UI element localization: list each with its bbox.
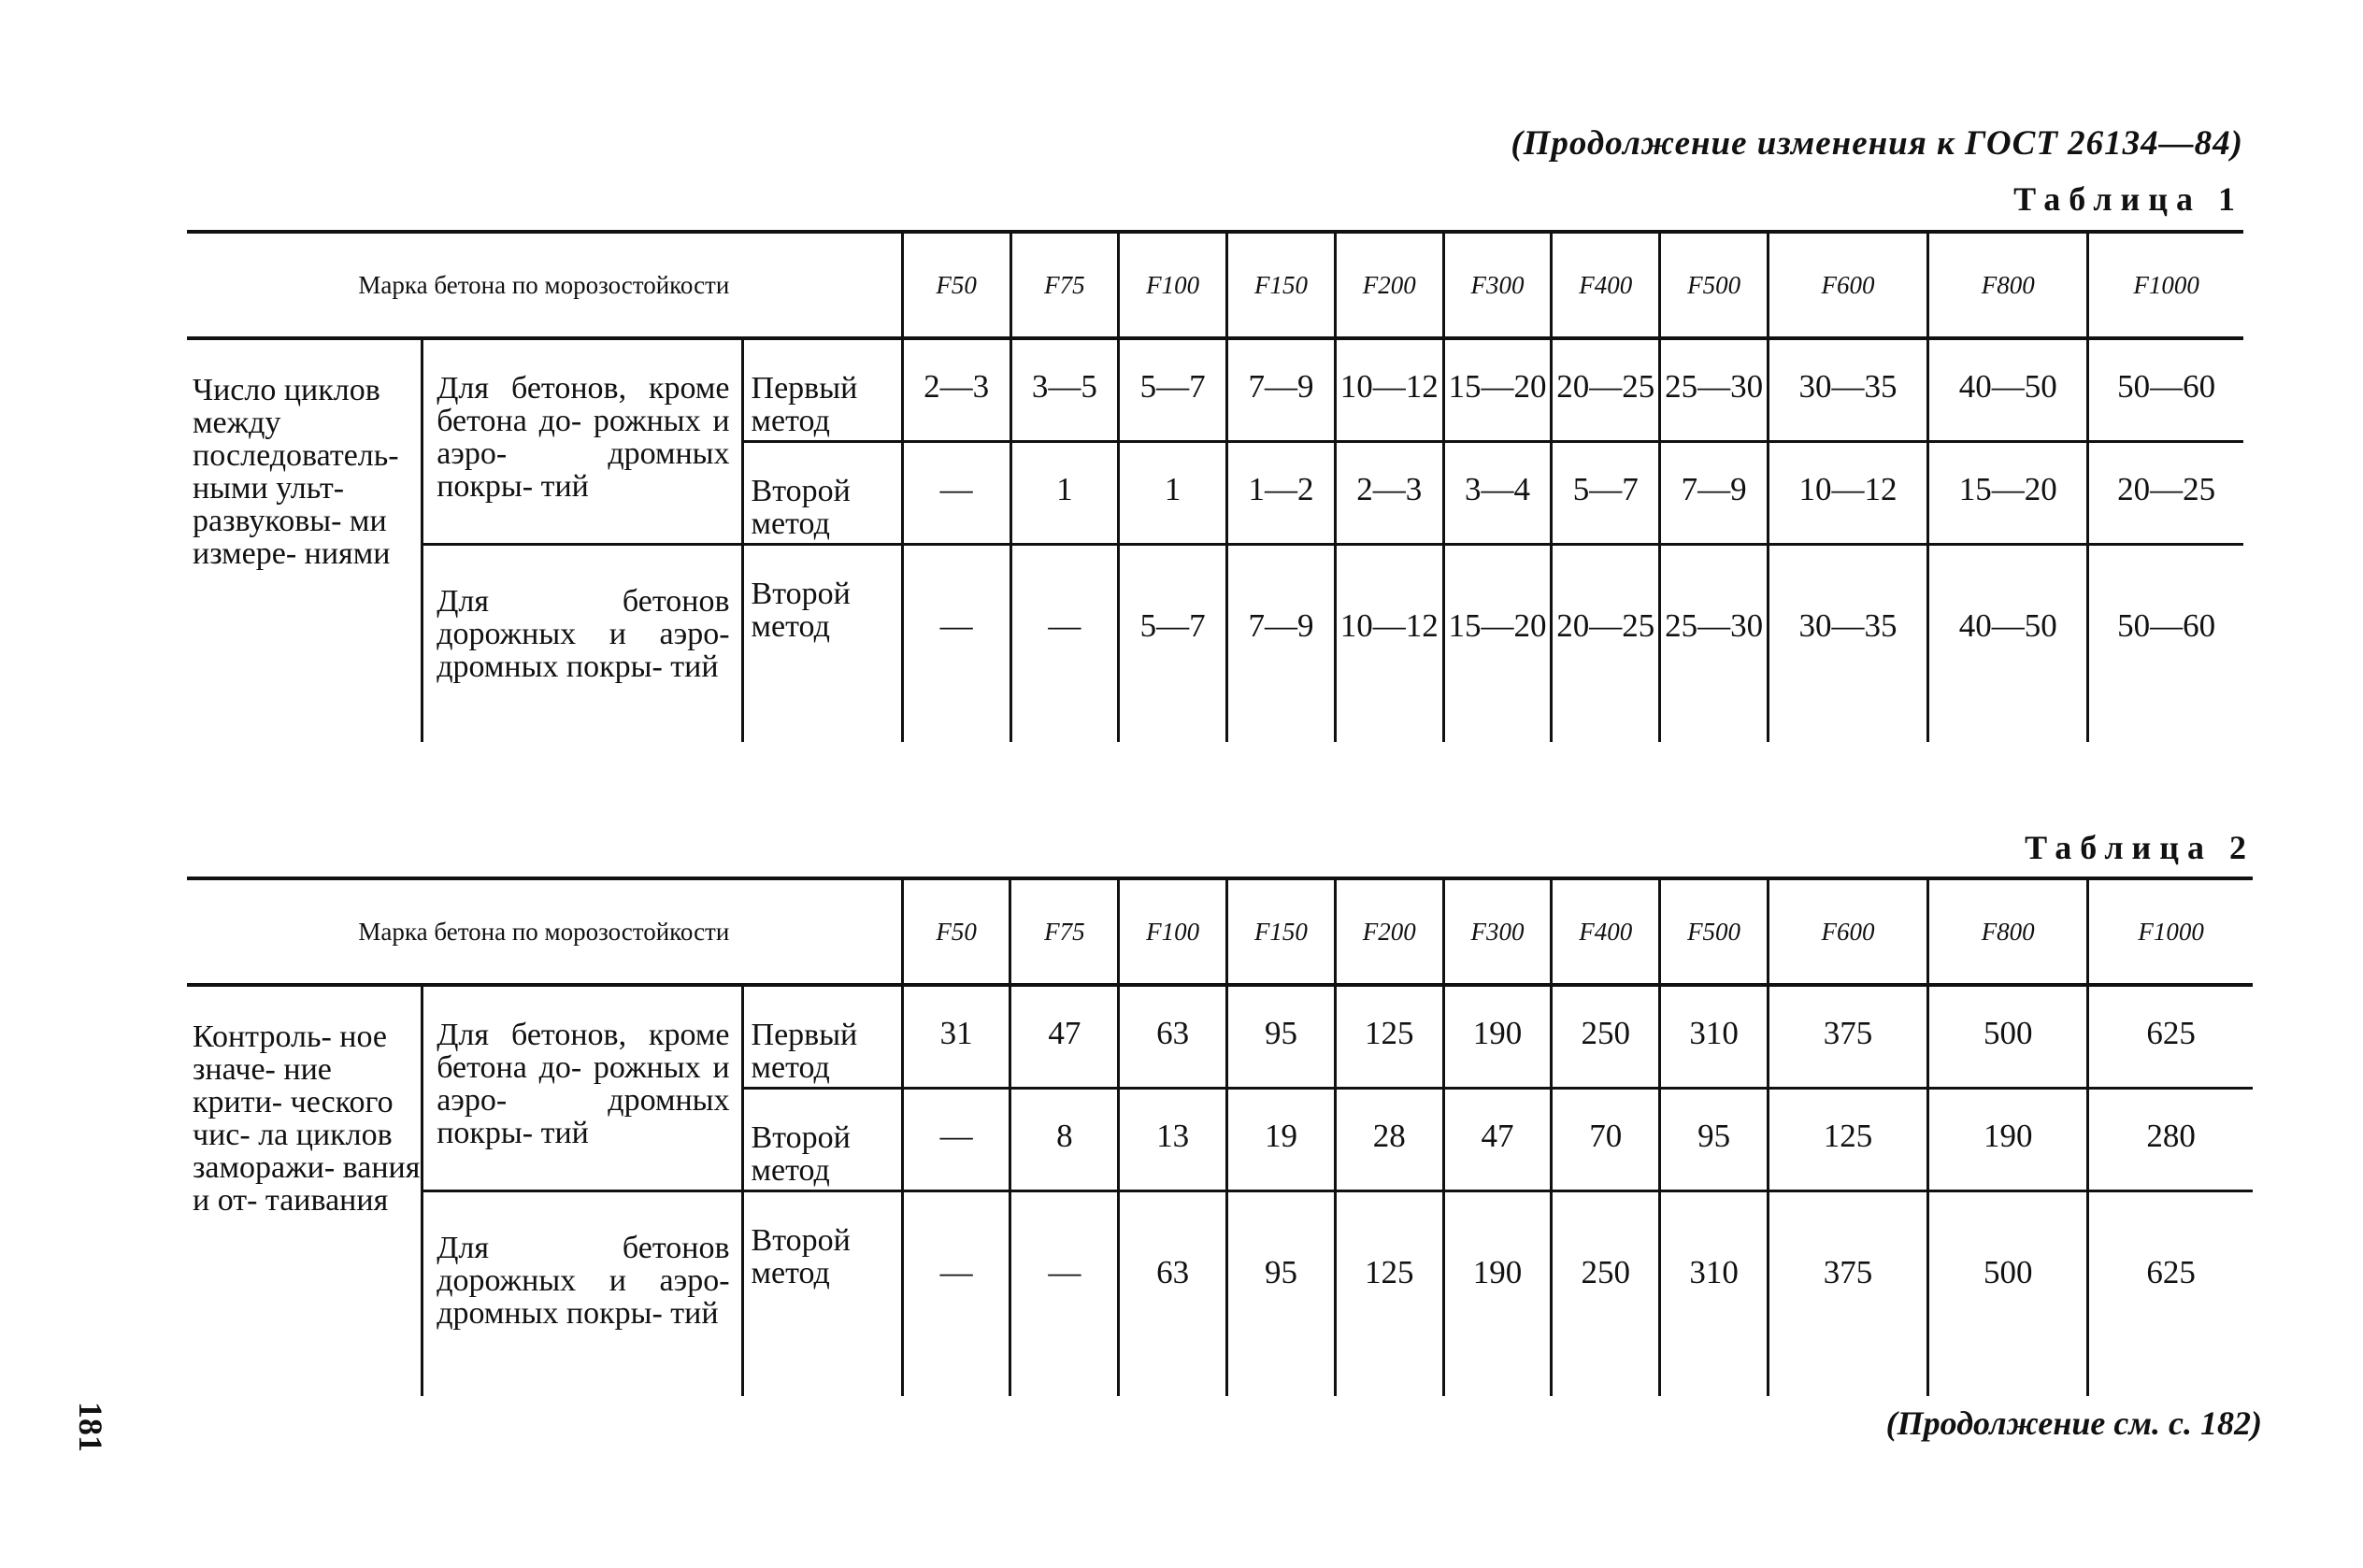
table-cell: 40—50: [1928, 544, 2088, 742]
table-cell: 5—7: [1552, 441, 1660, 544]
table-cell: 10—12: [1335, 544, 1443, 742]
table-cell: 15—20: [1443, 544, 1552, 742]
table1-desc-1: Для бетонов, кроме бетона до- рожных и аэро- дромных покры- тий: [422, 338, 742, 544]
table1-grade: F50: [902, 232, 1010, 338]
table2-grade: F50: [902, 878, 1010, 985]
table2-grade: F800: [1928, 878, 2088, 985]
page-number: 181: [72, 1402, 109, 1452]
table-cell: 13: [1119, 1088, 1227, 1190]
table-cell: 280: [2088, 1088, 2253, 1190]
table2-label: Таблица 2: [2025, 829, 2255, 866]
table-cell: 30—35: [1768, 544, 1927, 742]
table-cell: 95: [1660, 1088, 1769, 1190]
table1-grade: F1000: [2088, 232, 2243, 338]
table-cell: 625: [2088, 1190, 2253, 1396]
table1-grade: F300: [1443, 232, 1552, 338]
table-cell: 250: [1552, 985, 1660, 1088]
table-row: [187, 544, 2243, 742]
table-cell: 500: [1928, 1190, 2088, 1396]
table-cell: 3—5: [1010, 338, 1119, 441]
table-row: [187, 1190, 2253, 1396]
table-cell: 20—25: [1552, 338, 1660, 441]
table-cell: 47: [1010, 985, 1119, 1088]
table2-param-header: Марка бетона по морозостойкости: [187, 878, 902, 985]
table-cell: 63: [1119, 1190, 1227, 1396]
table-cell: 1: [1010, 441, 1119, 544]
table-cell: 70: [1552, 1088, 1660, 1190]
table-cell: 20—25: [1552, 544, 1660, 742]
table1-grade: F500: [1660, 232, 1769, 338]
table1-grade: F200: [1335, 232, 1443, 338]
table-cell: 500: [1928, 985, 2088, 1088]
table-cell: —: [1010, 1190, 1119, 1396]
table-cell: 50—60: [2088, 544, 2243, 742]
table-cell: 20—25: [2088, 441, 2243, 544]
table2-grade: F400: [1552, 878, 1660, 985]
table2-desc-1: Для бетонов, кроме бетона до- рожных и аэро- дромных покры- тий: [422, 985, 742, 1190]
table-cell: 1—2: [1227, 441, 1336, 544]
table2-method: Второй метод: [742, 1088, 902, 1190]
table2-grade: F300: [1443, 878, 1552, 985]
table-cell: 3—4: [1443, 441, 1552, 544]
table2-desc-2: Для бетонов дорожных и аэро- дромных покры- тий: [422, 1190, 742, 1396]
table-cell: 40—50: [1928, 338, 2088, 441]
table2-header-row: [187, 878, 2253, 985]
table1-param-header: Марка бетона по морозостойкости: [187, 232, 902, 338]
table-cell: 30—35: [1768, 338, 1927, 441]
table-cell: 15—20: [1443, 338, 1552, 441]
table2: [187, 877, 2253, 1396]
table1-grade: F400: [1552, 232, 1660, 338]
table-row: [187, 985, 2253, 1088]
table-cell: 50—60: [2088, 338, 2243, 441]
table-cell: 28: [1335, 1088, 1443, 1190]
table-cell: 31: [902, 985, 1010, 1088]
table1-header-row: [187, 232, 2243, 338]
table-cell: 190: [1443, 1190, 1552, 1396]
table1-group-label: Число циклов между последователь- ными ульт- развуковы- ми измере- ниями: [193, 373, 399, 571]
table1-method: Первый метод: [742, 338, 902, 441]
table1-label: Таблица 1: [2013, 180, 2243, 218]
table2-grade: F200: [1335, 878, 1443, 985]
table-cell: —: [1010, 544, 1119, 742]
table-row: [187, 338, 2243, 441]
table-cell: 2—3: [1335, 441, 1443, 544]
table-cell: 190: [1443, 985, 1552, 1088]
table-cell: 125: [1768, 1088, 1927, 1190]
table-cell: —: [902, 544, 1010, 742]
table2-grade: F150: [1227, 878, 1336, 985]
table2-grade: F500: [1660, 878, 1769, 985]
table-cell: 47: [1443, 1088, 1552, 1190]
table2-method: Первый метод: [742, 985, 902, 1088]
table2-grade: F1000: [2088, 878, 2253, 985]
table1-grade: F75: [1010, 232, 1119, 338]
table2-grade: F100: [1119, 878, 1227, 985]
table-cell: 375: [1768, 985, 1927, 1088]
table-cell: 1: [1119, 441, 1227, 544]
table2-grade: F75: [1010, 878, 1119, 985]
table-cell: 19: [1227, 1088, 1336, 1190]
table-cell: 310: [1660, 985, 1769, 1088]
table-cell: 375: [1768, 1190, 1927, 1396]
table1-grade: F100: [1119, 232, 1227, 338]
table1-grade: F600: [1768, 232, 1927, 338]
table1-method: Второй метод: [742, 441, 902, 544]
table-cell: 625: [2088, 985, 2253, 1088]
table-cell: 10—12: [1768, 441, 1927, 544]
continuation-header: (Продолжение изменения к ГОСТ 26134—84): [1511, 124, 2243, 163]
table1: [187, 230, 2243, 742]
table-cell: 5—7: [1119, 338, 1227, 441]
table1-method: Второй метод: [742, 544, 902, 742]
table2-group-label: Контроль- ное значе- ние крити- ческого чис- ла циклов заморажи- вания и от- таивания: [193, 1019, 421, 1218]
table-cell: 8: [1010, 1088, 1119, 1190]
table-cell: 5—7: [1119, 544, 1227, 742]
table-cell: —: [902, 441, 1010, 544]
table1-grade: F800: [1928, 232, 2088, 338]
table-cell: 95: [1227, 985, 1336, 1088]
table-cell: 190: [1928, 1088, 2088, 1190]
table-cell: 25—30: [1660, 338, 1769, 441]
table-cell: 125: [1335, 1190, 1443, 1396]
table-cell: 10—12: [1335, 338, 1443, 441]
table-cell: 250: [1552, 1190, 1660, 1396]
table-cell: 7—9: [1227, 338, 1336, 441]
table2-grade: F600: [1768, 878, 1927, 985]
continuation-footer: (Продолжение см. с. 182): [1885, 1404, 2262, 1442]
table-cell: 125: [1335, 985, 1443, 1088]
table1-grade: F150: [1227, 232, 1336, 338]
table-cell: —: [902, 1190, 1010, 1396]
table-cell: 2—3: [902, 338, 1010, 441]
table-cell: 310: [1660, 1190, 1769, 1396]
table-cell: 95: [1227, 1190, 1336, 1396]
table-cell: —: [902, 1088, 1010, 1190]
table-cell: 7—9: [1660, 441, 1769, 544]
table-cell: 7—9: [1227, 544, 1336, 742]
table1-desc-2: Для бетонов дорожных и аэро- дромных покры- тий: [422, 544, 742, 742]
table-cell: 63: [1119, 985, 1227, 1088]
table-cell: 25—30: [1660, 544, 1769, 742]
table-cell: 15—20: [1928, 441, 2088, 544]
table2-method: Второй метод: [742, 1190, 902, 1396]
